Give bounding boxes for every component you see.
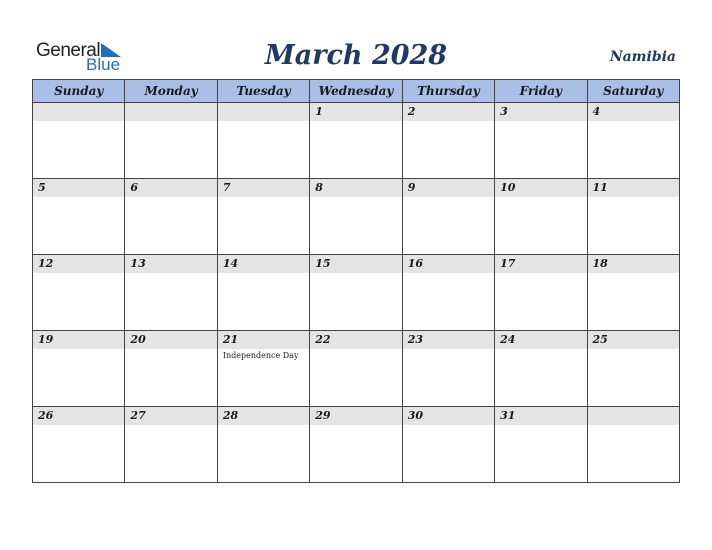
day-cell xyxy=(310,331,402,407)
day-number: 5 xyxy=(38,181,46,194)
day-number: 18 xyxy=(592,257,608,270)
day-number: 29 xyxy=(315,409,331,422)
day-number: 16 xyxy=(407,257,423,270)
day-number: 30 xyxy=(407,409,423,422)
day-number-bar xyxy=(403,103,494,121)
day-cell xyxy=(587,179,679,255)
day-number-bar xyxy=(125,103,216,121)
day-cell xyxy=(217,179,309,255)
day-cell xyxy=(33,103,125,179)
day-cell xyxy=(495,179,587,255)
day-cell xyxy=(33,407,125,483)
weekday-header: Sunday xyxy=(33,80,125,103)
logo-general-text: General xyxy=(36,40,101,61)
day-number: 21 xyxy=(222,333,239,346)
day-cell xyxy=(587,103,679,179)
weekday-header: Wednesday xyxy=(310,80,402,103)
day-cell xyxy=(587,407,679,483)
day-cell xyxy=(402,255,494,331)
holiday-event: Independence Day xyxy=(222,351,299,360)
day-number-bar xyxy=(125,255,216,273)
day-number-bar xyxy=(218,255,309,273)
day-number: 4 xyxy=(592,105,601,118)
day-number: 19 xyxy=(38,333,54,346)
day-number: 7 xyxy=(222,181,231,194)
day-number-bar xyxy=(125,179,216,197)
day-number: 10 xyxy=(500,181,516,194)
day-number-bar xyxy=(588,255,679,273)
day-number-bar xyxy=(218,103,309,121)
day-cell xyxy=(310,255,402,331)
day-cell xyxy=(310,103,402,179)
week-row xyxy=(33,331,680,407)
day-number: 3 xyxy=(500,105,508,118)
day-cell xyxy=(125,331,217,407)
day-number: 28 xyxy=(222,409,239,422)
day-number-bar xyxy=(218,179,309,197)
day-number-bar xyxy=(588,331,679,349)
day-number-bar xyxy=(218,331,309,349)
day-number: 20 xyxy=(130,333,146,346)
day-number-bar xyxy=(403,179,494,197)
calendar-grid xyxy=(32,79,680,483)
day-number-bar xyxy=(310,331,401,349)
day-number: 24 xyxy=(500,333,516,346)
day-number-bar xyxy=(33,255,124,273)
day-cell xyxy=(402,331,494,407)
day-number-bar xyxy=(33,407,124,425)
day-cell xyxy=(125,407,217,483)
day-number: 27 xyxy=(130,409,146,422)
week-row xyxy=(33,255,680,331)
weekday-header: Tuesday xyxy=(217,80,309,103)
weekday-header: Saturday xyxy=(587,80,679,103)
weekday-header: Friday xyxy=(495,80,587,103)
week-row xyxy=(33,407,680,483)
day-number-bar xyxy=(310,255,401,273)
calendar-title: March 2028 xyxy=(264,40,448,71)
day-number: 8 xyxy=(315,181,323,194)
day-cell xyxy=(217,331,309,407)
week-row xyxy=(33,179,680,255)
day-cell xyxy=(495,103,587,179)
day-cell xyxy=(495,255,587,331)
day-cell xyxy=(587,331,679,407)
day-number-bar xyxy=(125,331,216,349)
day-number-bar xyxy=(218,407,309,425)
day-number-bar xyxy=(403,331,494,349)
day-number-bar xyxy=(495,103,586,121)
day-cell xyxy=(33,179,125,255)
day-number-bar xyxy=(495,179,586,197)
day-number: 23 xyxy=(407,333,423,346)
day-number: 6 xyxy=(130,181,139,194)
logo-blue-text: Blue xyxy=(86,55,121,74)
day-number: 25 xyxy=(592,333,608,346)
day-cell xyxy=(495,407,587,483)
day-number-bar xyxy=(310,407,401,425)
day-number: 2 xyxy=(407,105,416,118)
day-number: 11 xyxy=(592,181,608,194)
day-cell xyxy=(587,255,679,331)
day-cell xyxy=(217,255,309,331)
weekday-header: Thursday xyxy=(402,80,494,103)
day-number-bar xyxy=(310,103,401,121)
weekday-header-row xyxy=(33,80,680,103)
day-cell xyxy=(125,179,217,255)
day-number: 17 xyxy=(500,257,516,270)
day-cell xyxy=(402,103,494,179)
day-number: 9 xyxy=(407,181,416,194)
day-cell xyxy=(402,407,494,483)
day-number-bar xyxy=(125,407,216,425)
country-name: Namibia xyxy=(609,49,676,65)
day-cell xyxy=(125,255,217,331)
day-number: 15 xyxy=(315,257,331,270)
day-cell xyxy=(402,179,494,255)
day-number: 14 xyxy=(222,257,239,270)
day-cell xyxy=(33,255,125,331)
day-number-bar xyxy=(403,407,494,425)
day-number: 13 xyxy=(130,257,146,270)
day-number-bar xyxy=(495,255,586,273)
day-number-bar xyxy=(310,179,401,197)
day-number-bar xyxy=(588,179,679,197)
day-cell xyxy=(217,103,309,179)
day-number-bar xyxy=(495,331,586,349)
day-number-bar xyxy=(588,103,679,121)
day-number-bar xyxy=(33,179,124,197)
day-number: 31 xyxy=(500,409,516,422)
weekday-header: Monday xyxy=(125,80,217,103)
day-cell xyxy=(310,179,402,255)
day-number: 1 xyxy=(315,105,323,118)
week-row xyxy=(33,103,680,179)
day-cell xyxy=(495,331,587,407)
day-number: 12 xyxy=(38,257,54,270)
day-cell xyxy=(125,103,217,179)
day-number-bar xyxy=(403,255,494,273)
day-cell xyxy=(217,407,309,483)
day-number: 22 xyxy=(315,333,331,346)
day-cell xyxy=(310,407,402,483)
day-number-bar xyxy=(33,331,124,349)
day-number-bar xyxy=(588,407,679,425)
day-number-bar xyxy=(33,103,124,121)
day-cell xyxy=(33,331,125,407)
day-number: 26 xyxy=(38,409,54,422)
day-number-bar xyxy=(495,407,586,425)
